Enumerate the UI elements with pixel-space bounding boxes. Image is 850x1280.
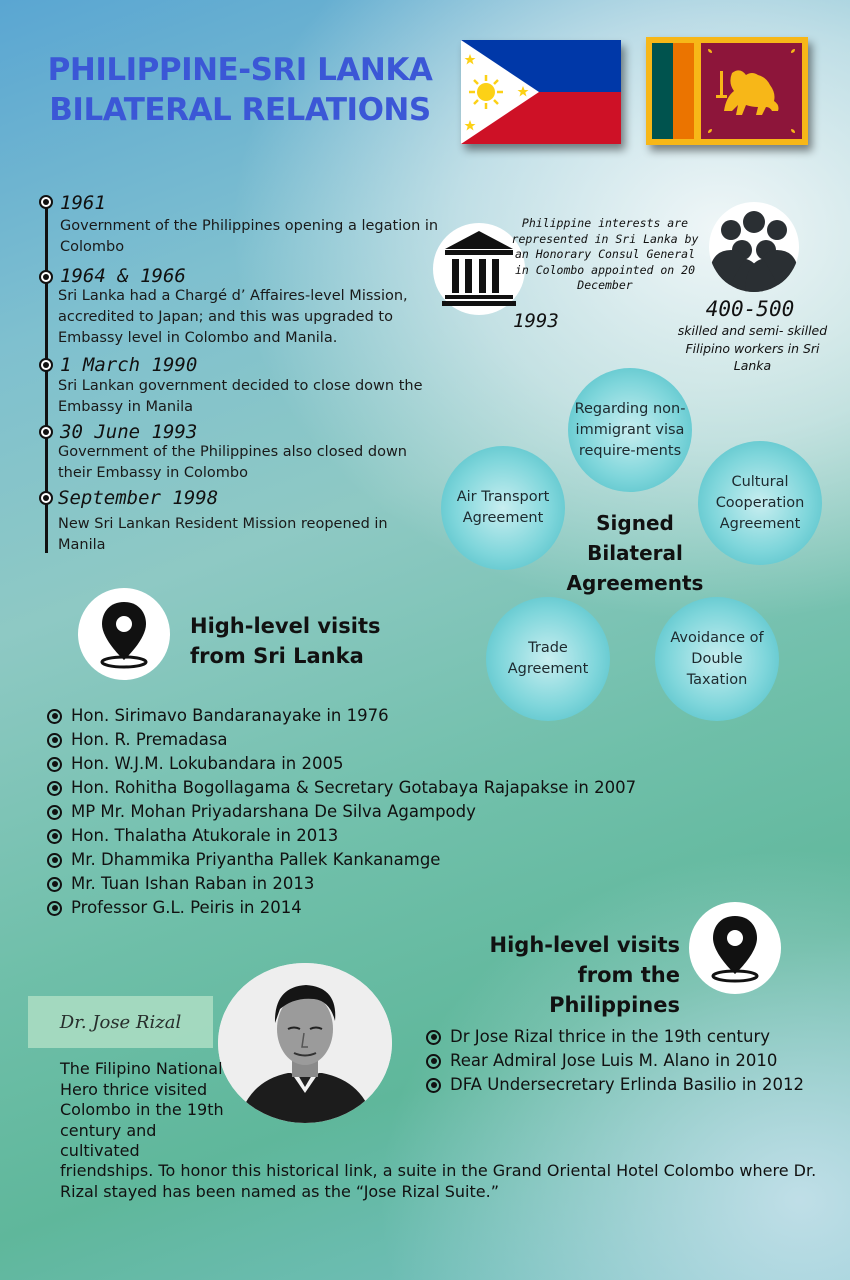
list-item: Rear Admiral Jose Luis M. Alano in 2010 [426, 1049, 836, 1073]
list-item: Hon. Rohitha Bogollagama & Secretary Gotabaya Rajapakse in 2007 [47, 776, 767, 800]
location-pin-icon [78, 588, 170, 680]
visits-ph-list [426, 1025, 836, 1097]
list-item: Hon. Thalatha Atukorale in 2013 [47, 824, 767, 848]
agreements-title: Signed Bilateral Agreements [566, 511, 704, 595]
bullet-icon [426, 1078, 441, 1093]
workers-text: skilled and semi- skilled Filipino workers in Sri Lanka [677, 323, 828, 373]
workers-number: 400-500 [705, 297, 795, 321]
list-item: Professor G.L. Peiris in 2014 [47, 896, 767, 920]
visits-ph-heading: High-level visits from the Philippines [489, 933, 680, 1017]
list-item: Hon. W.J.M. Lokubandara in 2005 [47, 752, 767, 776]
list-item: MP Mr. Mohan Priyadarshana De Silva Agampody [47, 800, 767, 824]
rizal-text-part1: The Filipino National Hero thrice visited Colombo in the 19th century and cultivated [60, 1059, 224, 1160]
timeline-text: New Sri Lankan Resident Mission reopened in Manila [58, 516, 388, 553]
timeline-marker [39, 491, 53, 505]
bullet-icon [47, 757, 62, 772]
timeline-marker [39, 270, 53, 284]
philippine-flag-icon [461, 40, 621, 144]
timeline-year: September 1998 [58, 487, 219, 509]
timeline-marker [39, 195, 53, 209]
consul-text: Philippine interests are represented in Sri Lanka by an Honorary Consul General in Colombo appointed on 20 December [511, 216, 699, 292]
bullet-icon [47, 829, 62, 844]
bullet-icon [47, 853, 62, 868]
agreement-circle: Regarding non-immigrant visa require-ments [568, 368, 692, 492]
timeline-year: 30 June 1993 [60, 421, 198, 443]
bullet-icon [426, 1054, 441, 1069]
title-line-1: PHILIPPINE-SRI LANKA [47, 52, 433, 88]
title-line-2: BILATERAL RELATIONS [49, 92, 431, 128]
bullet-icon [47, 781, 62, 796]
timeline-text: Government of the Philippines opening a legation in Colombo [60, 218, 439, 255]
timeline-year: 1 March 1990 [60, 354, 198, 376]
agreement-circle: Air Transport Agreement [441, 446, 565, 570]
list-item: Mr. Tuan Ishan Raban in 2013 [47, 872, 767, 896]
bullet-icon [47, 877, 62, 892]
consul-year: 1993 [513, 310, 559, 332]
agreement-circle: Avoidance of Double Taxation [655, 597, 779, 721]
list-item: DFA Undersecretary Erlinda Basilio in 2012 [426, 1073, 836, 1097]
sri-lanka-flag-icon [646, 37, 808, 145]
people-group-icon [707, 200, 801, 294]
list-item: Dr Jose Rizal thrice in the 19th century [426, 1025, 836, 1049]
list-item: Mr. Dhammika Priyantha Pallek Kankanamge [47, 848, 767, 872]
bullet-icon [426, 1030, 441, 1045]
bullet-icon [47, 805, 62, 820]
visits-sl-heading: High-level visits from Sri Lanka [190, 614, 381, 668]
timeline-text: Sri Lankan government decided to close down the Embassy in Manila [58, 378, 423, 415]
agreement-circle: Cultural Cooperation Agreement [698, 441, 822, 565]
location-pin-icon [689, 902, 781, 994]
jose-rizal-portrait [218, 963, 392, 1123]
bullet-icon [47, 709, 62, 724]
timeline-marker [39, 358, 53, 372]
list-item: Hon. R. Premadasa [47, 728, 767, 752]
bullet-icon [47, 733, 62, 748]
timeline-year: 1961 [60, 192, 106, 214]
bullet-icon [47, 901, 62, 916]
page-title [30, 50, 450, 130]
timeline-year: 1964 & 1966 [60, 265, 186, 287]
agreement-circle: Trade Agreement [486, 597, 610, 721]
timeline-text: Sri Lanka had a Chargé d’ Affaires-level Mission, accredited to Japan; and this was upgraded to Embassy level in Colombo and Manila. [58, 288, 408, 346]
list-item: Hon. Sirimavo Bandaranayake in 1976 [47, 704, 767, 728]
timeline-text: Government of the Philippines also closed down their Embassy in Colombo [58, 444, 407, 481]
rizal-label: Dr. Jose Rizal [28, 996, 213, 1048]
visits-sl-list [47, 704, 767, 920]
rizal-text-part2: friendships. To honor this historical link, a suite in the Grand Oriental Hotel Colombo where Dr. Rizal stayed has been named as the “Jose Rizal Suite.” [60, 1161, 817, 1201]
timeline-marker [39, 425, 53, 439]
